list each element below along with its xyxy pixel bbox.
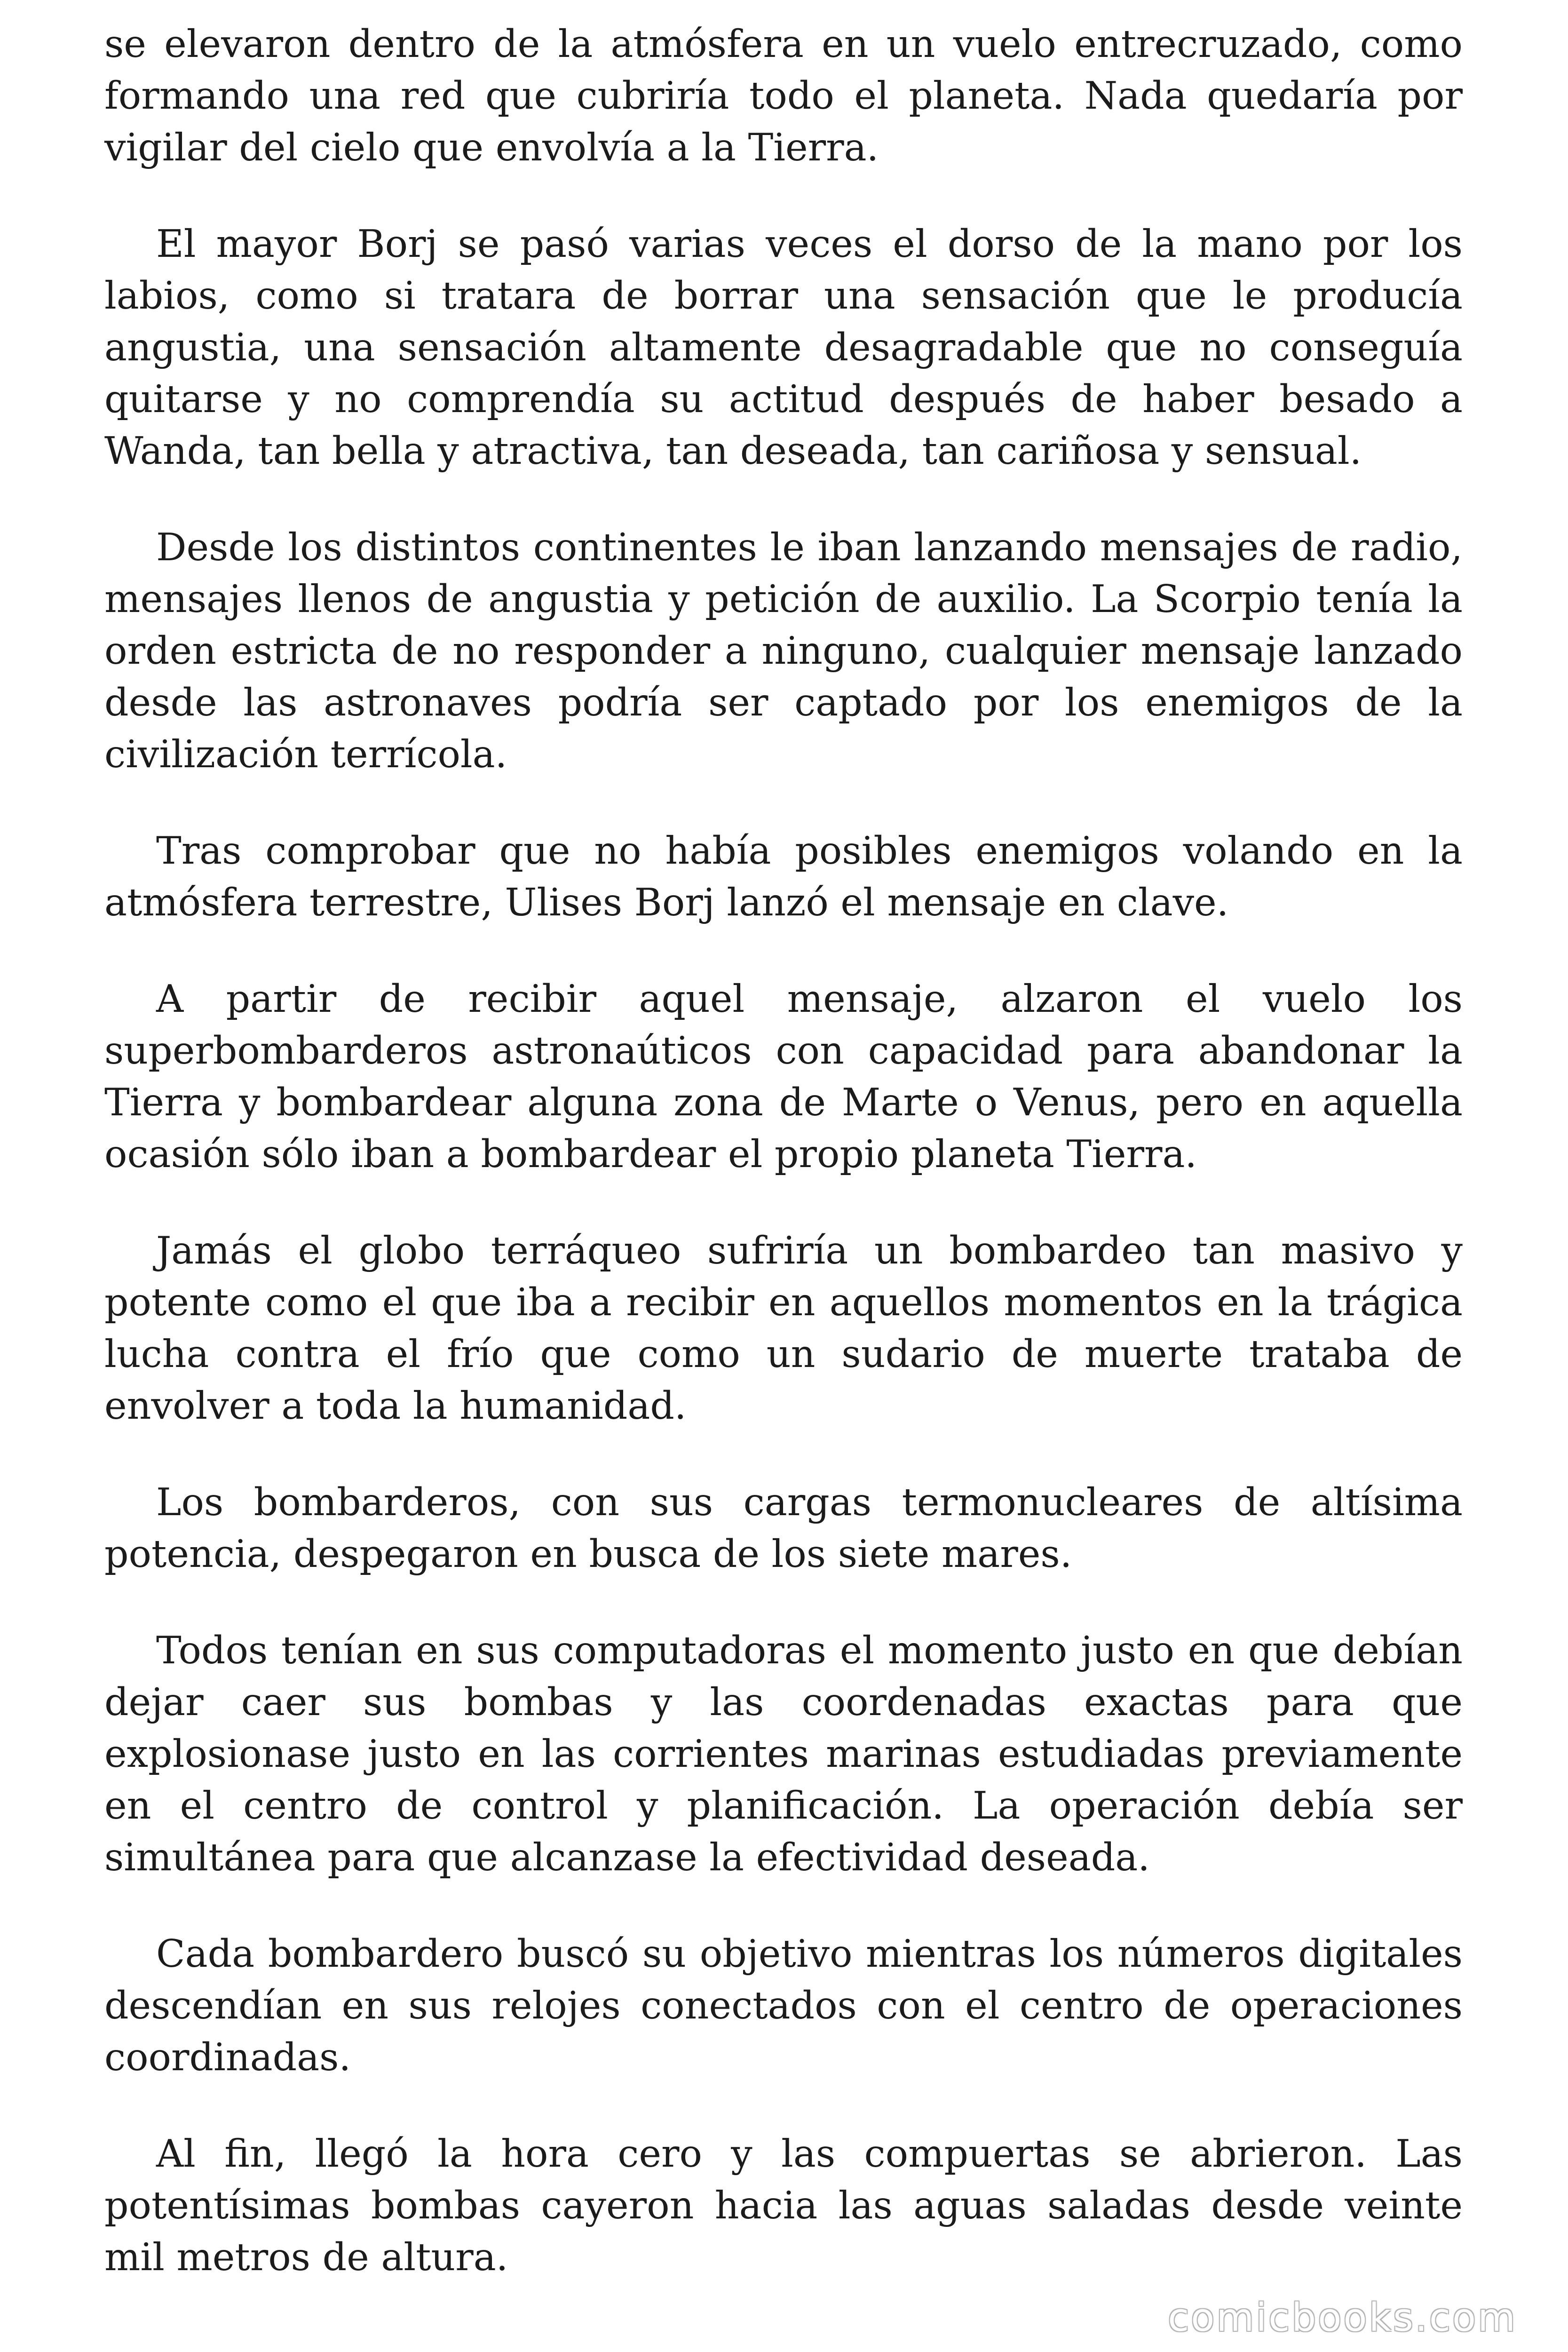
paragraph-10: Al fin, llegó la hora cero y las compuertas se abrieron. Las potentísimas bombas cayeron hacia las aguas saladas desde veinte mil metros de altura.	[104, 2131, 1463, 2279]
paragraph-9: Cada bombardero buscó su objetivo mientras los números digitales descendían en sus relojes conectados con el centro de operaciones coordinadas.	[104, 1931, 1463, 2079]
paragraph-3: Desde los distintos continentes le iban lanzando mensajes de radio, mensajes llenos de angustia y petición de auxilio. La Scorpio tenía la orden estricta de no responder a ninguno, cualquier mensaje lanzado desde las astronaves podría ser captado por los enemigos de la civilización terrícola.	[104, 525, 1463, 776]
watermark: comicbooks.com	[1168, 2296, 1517, 2340]
paragraph-1: se elevaron dentro de la atmósfera en un vuelo entrecruzado, como formando una red que cubriría todo el planeta. Nada quedaría por vigilar del cielo que envolvía a la Tierra.	[104, 22, 1463, 169]
paragraph-2: El mayor Borj se pasó varias veces el dorso de la mano por los labios, como si tratara de borrar una sensación que le producía angustia, una sensación altamente desagradable que no conseguía quitarse y no comprendía su actitud después de haber besado a Wanda, tan bella y atractiva, tan deseada, tan cariñosa y sensual.	[104, 222, 1463, 473]
page-text	[104, 18, 1463, 2283]
paragraph-7: Los bombarderos, con sus cargas termonucleares de altísima potencia, despegaron en busca de los siete mares.	[104, 1480, 1463, 1576]
paragraph-8: Todos tenían en sus computadoras el momento justo en que debían dejar caer sus bombas y las coordenadas exactas para que explosionase justo en las corrientes marinas estudiadas previamente en el centro de control y planificación. La operación debía ser simultánea para que alcanzase la efectividad deseada.	[104, 1628, 1463, 1879]
paragraph-5: A partir de recibir aquel mensaje, alzaron el vuelo los superbombarderos astronaúticos con capacidad para abandonar la Tierra y bombardear alguna zona de Marte o Venus, pero en aquella ocasión sólo iban a bombardear el propio planeta Tierra.	[104, 977, 1463, 1176]
paragraph-6: Jamás el globo terráqueo sufriría un bombardeo tan masivo y potente como el que iba a recibir en aquellos momentos en la trágica lucha contra el frío que como un sudario de muerte trataba de envolver a toda la humanidad.	[104, 1228, 1463, 1428]
paragraph-4: Tras comprobar que no había posibles enemigos volando en la atmósfera terrestre, Ulises Borj lanzó el mensaje en clave.	[104, 828, 1463, 924]
